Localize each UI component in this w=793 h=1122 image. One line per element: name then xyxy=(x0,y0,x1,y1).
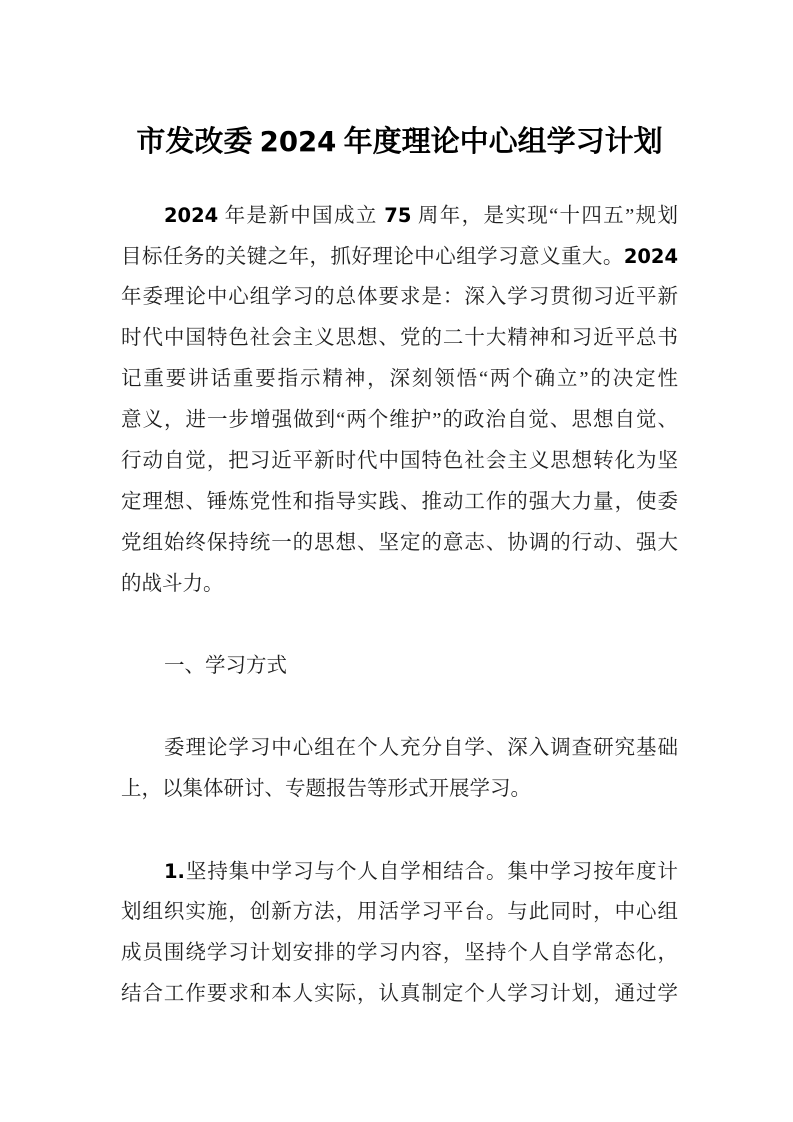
numeric-text: 2024 xyxy=(259,126,337,158)
intro-paragraph xyxy=(121,195,678,605)
text-line: 时代中国特色社会主义思想、党的二十大精神和习近平总书 xyxy=(121,327,678,349)
text-line: 上，以集体研讨、专题报告等形式开展学习。 xyxy=(121,778,531,800)
text-line: 一、学习方式 xyxy=(164,655,287,677)
text-line: 行动自觉，把习近平新时代中国特色社会主义思想转化为坚 xyxy=(121,450,678,472)
numeric-text: 2024 xyxy=(623,245,678,268)
document-body xyxy=(121,195,678,1015)
text-line: 年委理论中心组学习的总体要求是：深入学习贯彻习近平新 xyxy=(121,286,678,308)
text-line: 的战斗力。 xyxy=(121,573,224,595)
text-line: 定理想、锤炼党性和指导实践、推动工作的强大力量，使委 xyxy=(121,491,678,513)
item-1-paragraph xyxy=(121,851,678,1015)
document-title: 市发改委 2024 年度理论中心组学习计划 xyxy=(136,126,663,158)
document-content xyxy=(121,118,678,1015)
text-line: 2024 年是新中国成立 75 周年，是实现“十四五”规划 xyxy=(164,204,678,227)
text-line: 1.坚持集中学习与个人自学相结合。集中学习按年度计 xyxy=(164,860,678,883)
numeric-text: 75 xyxy=(384,204,412,227)
text-line: 意义，进一步增强做到“两个维护”的政治自觉、思想自觉、 xyxy=(121,409,678,431)
numeric-text: 2024 xyxy=(164,204,219,227)
text-line: 划组织实施，创新方法，用活学习平台。与此同时，中心组 xyxy=(121,901,678,923)
section-heading xyxy=(121,646,678,687)
text-line: 记重要讲话重要指示精神，深刻领悟“两个确立”的决定性 xyxy=(121,368,678,390)
text-line: 成员围绕学习计划安排的学习内容，坚持个人自学常态化， xyxy=(121,942,678,964)
text-line: 结合工作要求和本人实际，认真制定个人学习计划，通过学 xyxy=(121,983,678,1005)
numeric-text: 1. xyxy=(164,860,185,883)
text-line: 党组始终保持统一的思想、坚定的意志、协调的行动、强大 xyxy=(121,532,678,554)
text-line: 委理论学习中心组在个人充分自学、深入调查研究基础 xyxy=(164,737,678,759)
text-line: 目标任务的关键之年，抓好理论中心组学习意义重大。2024 xyxy=(121,245,678,268)
study-format-paragraph xyxy=(121,728,678,810)
